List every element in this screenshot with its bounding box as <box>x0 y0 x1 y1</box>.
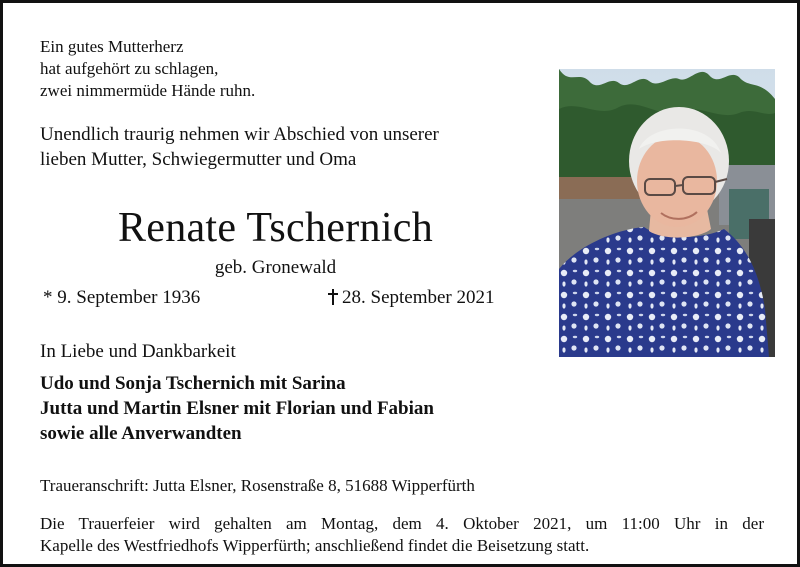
intro-line: lieben Mutter, Schwiegermutter und Oma <box>40 149 357 170</box>
mourner-line: sowie alle Anverwandten <box>40 423 242 444</box>
poem <box>40 36 255 102</box>
portrait-photo <box>559 69 775 357</box>
death-date-block <box>328 286 495 310</box>
poem-line: hat aufgehört zu schlagen, <box>40 59 219 78</box>
mourners-list <box>40 371 434 446</box>
mourner-line: Jutta und Martin Elsner mit Florian und Fabian <box>40 398 434 419</box>
service-line: Kapelle des Westfriedhofs Wipperfürth; anschließend findet die Beisetzung statt. <box>40 536 590 555</box>
mourner-line: Udo und Sonja Tschernich mit Sarina <box>40 373 346 394</box>
intro-line: Unendlich traurig nehmen wir Abschied von unserer <box>40 124 439 145</box>
death-date: 28. September 2021 <box>342 287 495 308</box>
funeral-service-info <box>40 513 764 557</box>
birth-date: * 9. September 1936 <box>43 287 201 308</box>
poem-line: Ein gutes Mutterherz <box>40 37 184 56</box>
poem-line: zwei nimmermüde Hände ruhn. <box>40 81 256 100</box>
deceased-name: Renate Tschernich <box>117 205 434 251</box>
farewell-intro <box>40 122 439 172</box>
birth-name: geb. Gronewald <box>214 257 337 278</box>
gratitude-line: In Liebe und Dankbarkeit <box>40 341 236 362</box>
service-line: Die Trauerfeier wird gehalten am Montag, dem 4. Oktober 2021, um 11:00 Uhr in der <box>40 514 764 533</box>
mourning-address: Traueranschrift: Jutta Elsner, Rosenstraße 8, 51688 Wipperfürth <box>40 476 475 495</box>
cross-icon <box>328 286 342 310</box>
